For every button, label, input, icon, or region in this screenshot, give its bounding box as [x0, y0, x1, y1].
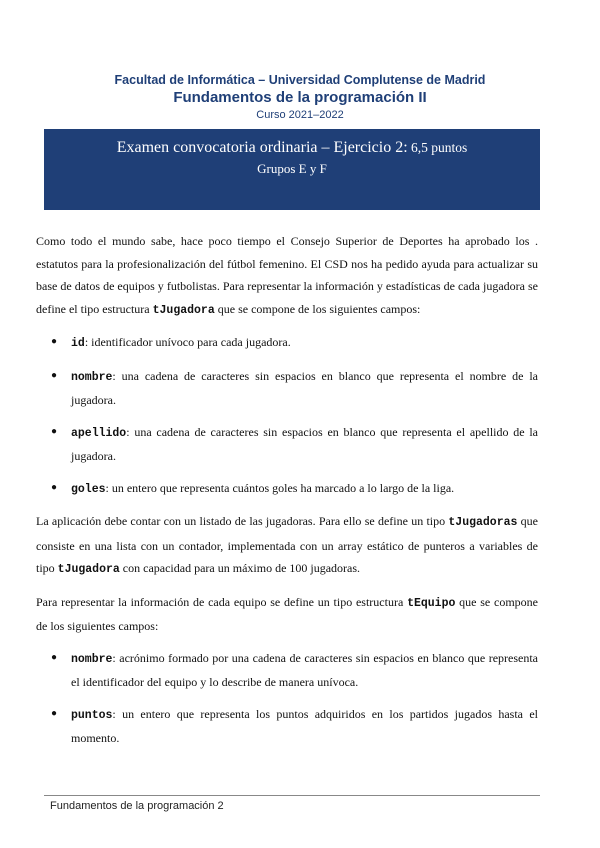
paragraph-team: Para representar la información de cada equipo se define un tipo estructura tEquipo que se compone de los siguientes campos: [36, 594, 538, 633]
type-name: tJugadora [57, 563, 120, 576]
list-item: ● nombre: acrónimo formado por una cadena de caracteres sin espacios en blanco que representa el identificador del equipo y lo describe de manera unívoca. [36, 647, 538, 694]
list-item: ● goles: un entero que representa cuántos goles ha marcado a lo largo de la liga. [36, 477, 538, 502]
field-name: nombre [71, 652, 113, 666]
exam-title-text: Examen convocatoria ordinaria – Ejercicio 2: [116, 139, 408, 156]
exam-points: 6,5 puntos [407, 140, 468, 155]
type-name: tJugadoras [448, 516, 518, 529]
exam-body [36, 230, 538, 759]
bullet-icon: ● [51, 651, 58, 663]
bullet-icon: ● [51, 369, 58, 381]
bullet-icon: ● [51, 707, 58, 719]
course-title: Fundamentos de la programación II [173, 89, 427, 106]
field-name: apellido [71, 426, 127, 440]
player-fields-list [36, 331, 538, 501]
page-header [0, 72, 600, 122]
list-item: ● puntos: un entero que representa los puntos adquiridos en los partidos jugados hasta el momento. [36, 703, 538, 750]
list-item: ● apellido: una cadena de caracteres sin espacios en blanco que representa el apellido de la jugadora. [36, 421, 538, 468]
team-fields-list [36, 647, 538, 750]
faculty-name: Facultad de Informática – Universidad Complutense de Madrid [114, 73, 486, 87]
bullet-icon: ● [51, 425, 58, 437]
list-item: ● id: identificador unívoco para cada jugadora. [36, 331, 538, 356]
bullet-icon: ● [51, 336, 58, 347]
exam-title [44, 138, 540, 158]
field-name: id [71, 337, 85, 350]
footer-divider [44, 795, 540, 796]
field-name: nombre [71, 370, 113, 384]
field-name: goles [71, 482, 106, 496]
paragraph-intro: Como todo el mundo sabe, hace poco tiempo el Consejo Superior de Deportes ha aprobado los . estatutos para la profesionalización del fútbol femenino. El CSD nos ha pedido ayuda para actualizar su base de datos de equipos y futbolistas. Para representar la información y estadísticas de cada jugadora se define el tipo estructura tJugadora que se compone de los siguientes campos: [36, 234, 538, 317]
bullet-icon: ● [51, 481, 58, 493]
type-name: tEquipo [407, 596, 456, 610]
exam-banner [44, 129, 540, 210]
field-name: puntos [71, 708, 113, 722]
course-year: Curso 2021–2022 [256, 109, 344, 121]
paragraph-list: La aplicación debe contar con un listado de las jugadoras. Para ello se define un tipo tJugadoras que consiste en una lista con un contador, implementada con un array estático de punteros a variables de tipo tJugadora con capacidad para un máximo de 100 jugadoras. [36, 514, 538, 576]
page-footer: Fundamentos de la programación 2 [50, 800, 224, 812]
type-name: tJugadora [152, 303, 215, 317]
list-item: ● nombre: una cadena de caracteres sin espacios en blanco que representa el nombre de la jugadora. [36, 365, 538, 412]
exam-groups: Grupos E y F [257, 161, 327, 176]
